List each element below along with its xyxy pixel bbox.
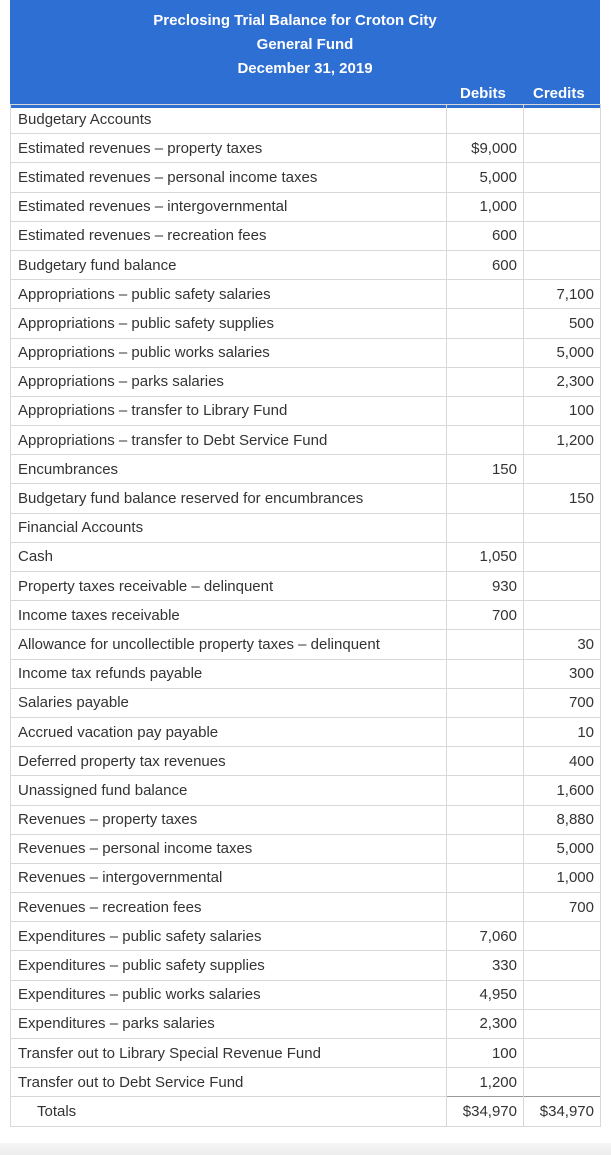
credit-amount (524, 105, 601, 134)
account-name: Appropriations – public works salaries (11, 338, 447, 367)
page-bottom-edge (0, 1143, 611, 1155)
account-name: Expenditures – public works salaries (11, 980, 447, 1009)
account-name: Deferred property tax revenues (11, 747, 447, 776)
credit-amount (524, 922, 601, 951)
credit-amount (524, 455, 601, 484)
account-name: Transfer out to Library Special Revenue Fund (11, 1039, 447, 1068)
table-row (11, 717, 601, 746)
credit-amount (524, 192, 601, 221)
debit-amount: 100 (447, 1039, 524, 1068)
table-row (11, 951, 601, 980)
account-name: Appropriations – public safety supplies (11, 309, 447, 338)
credit-amount: 700 (524, 688, 601, 717)
totals-label: Totals (11, 1097, 447, 1126)
credit-amount (524, 980, 601, 1009)
account-name: Estimated revenues – property taxes (11, 134, 447, 163)
credit-amount: 5,000 (524, 338, 601, 367)
table-row (11, 747, 601, 776)
credit-amount: 7,100 (524, 280, 601, 309)
account-name: Accrued vacation pay payable (11, 717, 447, 746)
account-name: Estimated revenues – intergovernmental (11, 192, 447, 221)
account-name: Revenues – property taxes (11, 805, 447, 834)
account-name: Cash (11, 542, 447, 571)
account-name: Appropriations – transfer to Debt Service Fund (11, 426, 447, 455)
debit-amount: 150 (447, 455, 524, 484)
account-name: Revenues – personal income taxes (11, 834, 447, 863)
debit-amount: $9,000 (447, 134, 524, 163)
debit-amount (447, 863, 524, 892)
account-name: Appropriations – transfer to Library Fund (11, 396, 447, 425)
credit-amount (524, 572, 601, 601)
table-row (11, 805, 601, 834)
debit-amount: 600 (447, 221, 524, 250)
credit-amount: 8,880 (524, 805, 601, 834)
table-row (11, 572, 601, 601)
debit-amount (447, 280, 524, 309)
debit-amount (447, 630, 524, 659)
account-name: Revenues – recreation fees (11, 893, 447, 922)
debit-amount (447, 484, 524, 513)
debit-amount (447, 338, 524, 367)
account-name: Unassigned fund balance (11, 776, 447, 805)
table-row (11, 309, 601, 338)
credit-amount: 100 (524, 396, 601, 425)
table-row (11, 601, 601, 630)
account-name: Estimated revenues – personal income taxes (11, 163, 447, 192)
table-row (11, 134, 601, 163)
credit-amount: 1,200 (524, 426, 601, 455)
table-row (11, 1009, 601, 1038)
credit-amount (524, 221, 601, 250)
table-row (11, 250, 601, 279)
table-row (11, 455, 601, 484)
debits-column-header: Debits (460, 85, 506, 102)
credit-amount (524, 951, 601, 980)
report-date: December 31, 2019 (237, 60, 373, 77)
debit-amount (447, 426, 524, 455)
debit-amount (447, 834, 524, 863)
table-row (11, 163, 601, 192)
credit-amount (524, 134, 601, 163)
credit-amount: 500 (524, 309, 601, 338)
table-row (11, 105, 601, 134)
credit-amount (524, 163, 601, 192)
debit-amount: 600 (447, 250, 524, 279)
credit-amount (524, 601, 601, 630)
table-row (11, 980, 601, 1009)
table-row (11, 1068, 601, 1097)
table-row (11, 863, 601, 892)
table-row (11, 542, 601, 571)
trial-balance-table (10, 104, 601, 1127)
table-row (11, 484, 601, 513)
account-name: Budgetary Accounts (11, 105, 447, 134)
debit-amount (447, 309, 524, 338)
debit-amount: 7,060 (447, 922, 524, 951)
table-row (11, 367, 601, 396)
debit-amount (447, 805, 524, 834)
credit-amount: 1,600 (524, 776, 601, 805)
debit-amount: 1,050 (447, 542, 524, 571)
table-row (11, 659, 601, 688)
table-row (11, 426, 601, 455)
debit-amount: 330 (447, 951, 524, 980)
table-row (11, 688, 601, 717)
debit-amount (447, 513, 524, 542)
account-name: Income taxes receivable (11, 601, 447, 630)
totals-row (11, 1097, 601, 1126)
credit-amount (524, 1039, 601, 1068)
credit-amount (524, 1009, 601, 1038)
debit-amount: 1,200 (447, 1068, 524, 1097)
credit-amount: 300 (524, 659, 601, 688)
table-row (11, 338, 601, 367)
credit-amount: 5,000 (524, 834, 601, 863)
account-name: Appropriations – parks salaries (11, 367, 447, 396)
table-row (11, 221, 601, 250)
account-name: Property taxes receivable – delinquent (11, 572, 447, 601)
debit-amount (447, 659, 524, 688)
credit-amount: 700 (524, 893, 601, 922)
debit-amount: 700 (447, 601, 524, 630)
debit-amount: 930 (447, 572, 524, 601)
account-name: Revenues – intergovernmental (11, 863, 447, 892)
table-header (10, 0, 600, 108)
debit-amount (447, 367, 524, 396)
table-row (11, 922, 601, 951)
account-name: Encumbrances (11, 455, 447, 484)
table-row (11, 776, 601, 805)
debit-amount (447, 105, 524, 134)
account-name: Income tax refunds payable (11, 659, 447, 688)
total-credits: $34,970 (524, 1097, 601, 1126)
table-row (11, 396, 601, 425)
table-row (11, 834, 601, 863)
credit-amount (524, 542, 601, 571)
account-name: Financial Accounts (11, 513, 447, 542)
debit-amount: 1,000 (447, 192, 524, 221)
table-row (11, 893, 601, 922)
credit-amount: 400 (524, 747, 601, 776)
credit-amount: 30 (524, 630, 601, 659)
credits-column-header: Credits (533, 85, 585, 102)
account-name: Allowance for uncollectible property taxes – delinquent (11, 630, 447, 659)
credit-amount (524, 513, 601, 542)
account-name: Appropriations – public safety salaries (11, 280, 447, 309)
credit-amount: 10 (524, 717, 601, 746)
debit-amount: 5,000 (447, 163, 524, 192)
account-name: Salaries payable (11, 688, 447, 717)
table-row (11, 630, 601, 659)
table-row (11, 192, 601, 221)
account-name: Expenditures – public safety supplies (11, 951, 447, 980)
credit-amount: 2,300 (524, 367, 601, 396)
table-row (11, 513, 601, 542)
report-title: Preclosing Trial Balance for Croton City (153, 12, 437, 29)
debit-amount (447, 717, 524, 746)
fund-name: General Fund (256, 36, 354, 53)
account-name: Transfer out to Debt Service Fund (11, 1068, 447, 1097)
account-name: Budgetary fund balance (11, 250, 447, 279)
credit-amount (524, 250, 601, 279)
account-name: Expenditures – parks salaries (11, 1009, 447, 1038)
debit-amount (447, 688, 524, 717)
debit-amount: 2,300 (447, 1009, 524, 1038)
debit-amount: 4,950 (447, 980, 524, 1009)
table-row (11, 1039, 601, 1068)
account-name: Expenditures – public safety salaries (11, 922, 447, 951)
credit-amount (524, 1068, 601, 1097)
table-row (11, 280, 601, 309)
debit-amount (447, 747, 524, 776)
account-name: Estimated revenues – recreation fees (11, 221, 447, 250)
debit-amount (447, 396, 524, 425)
credit-amount: 1,000 (524, 863, 601, 892)
credit-amount: 150 (524, 484, 601, 513)
account-name: Budgetary fund balance reserved for encumbrances (11, 484, 447, 513)
total-debits: $34,970 (447, 1097, 524, 1126)
debit-amount (447, 893, 524, 922)
debit-amount (447, 776, 524, 805)
